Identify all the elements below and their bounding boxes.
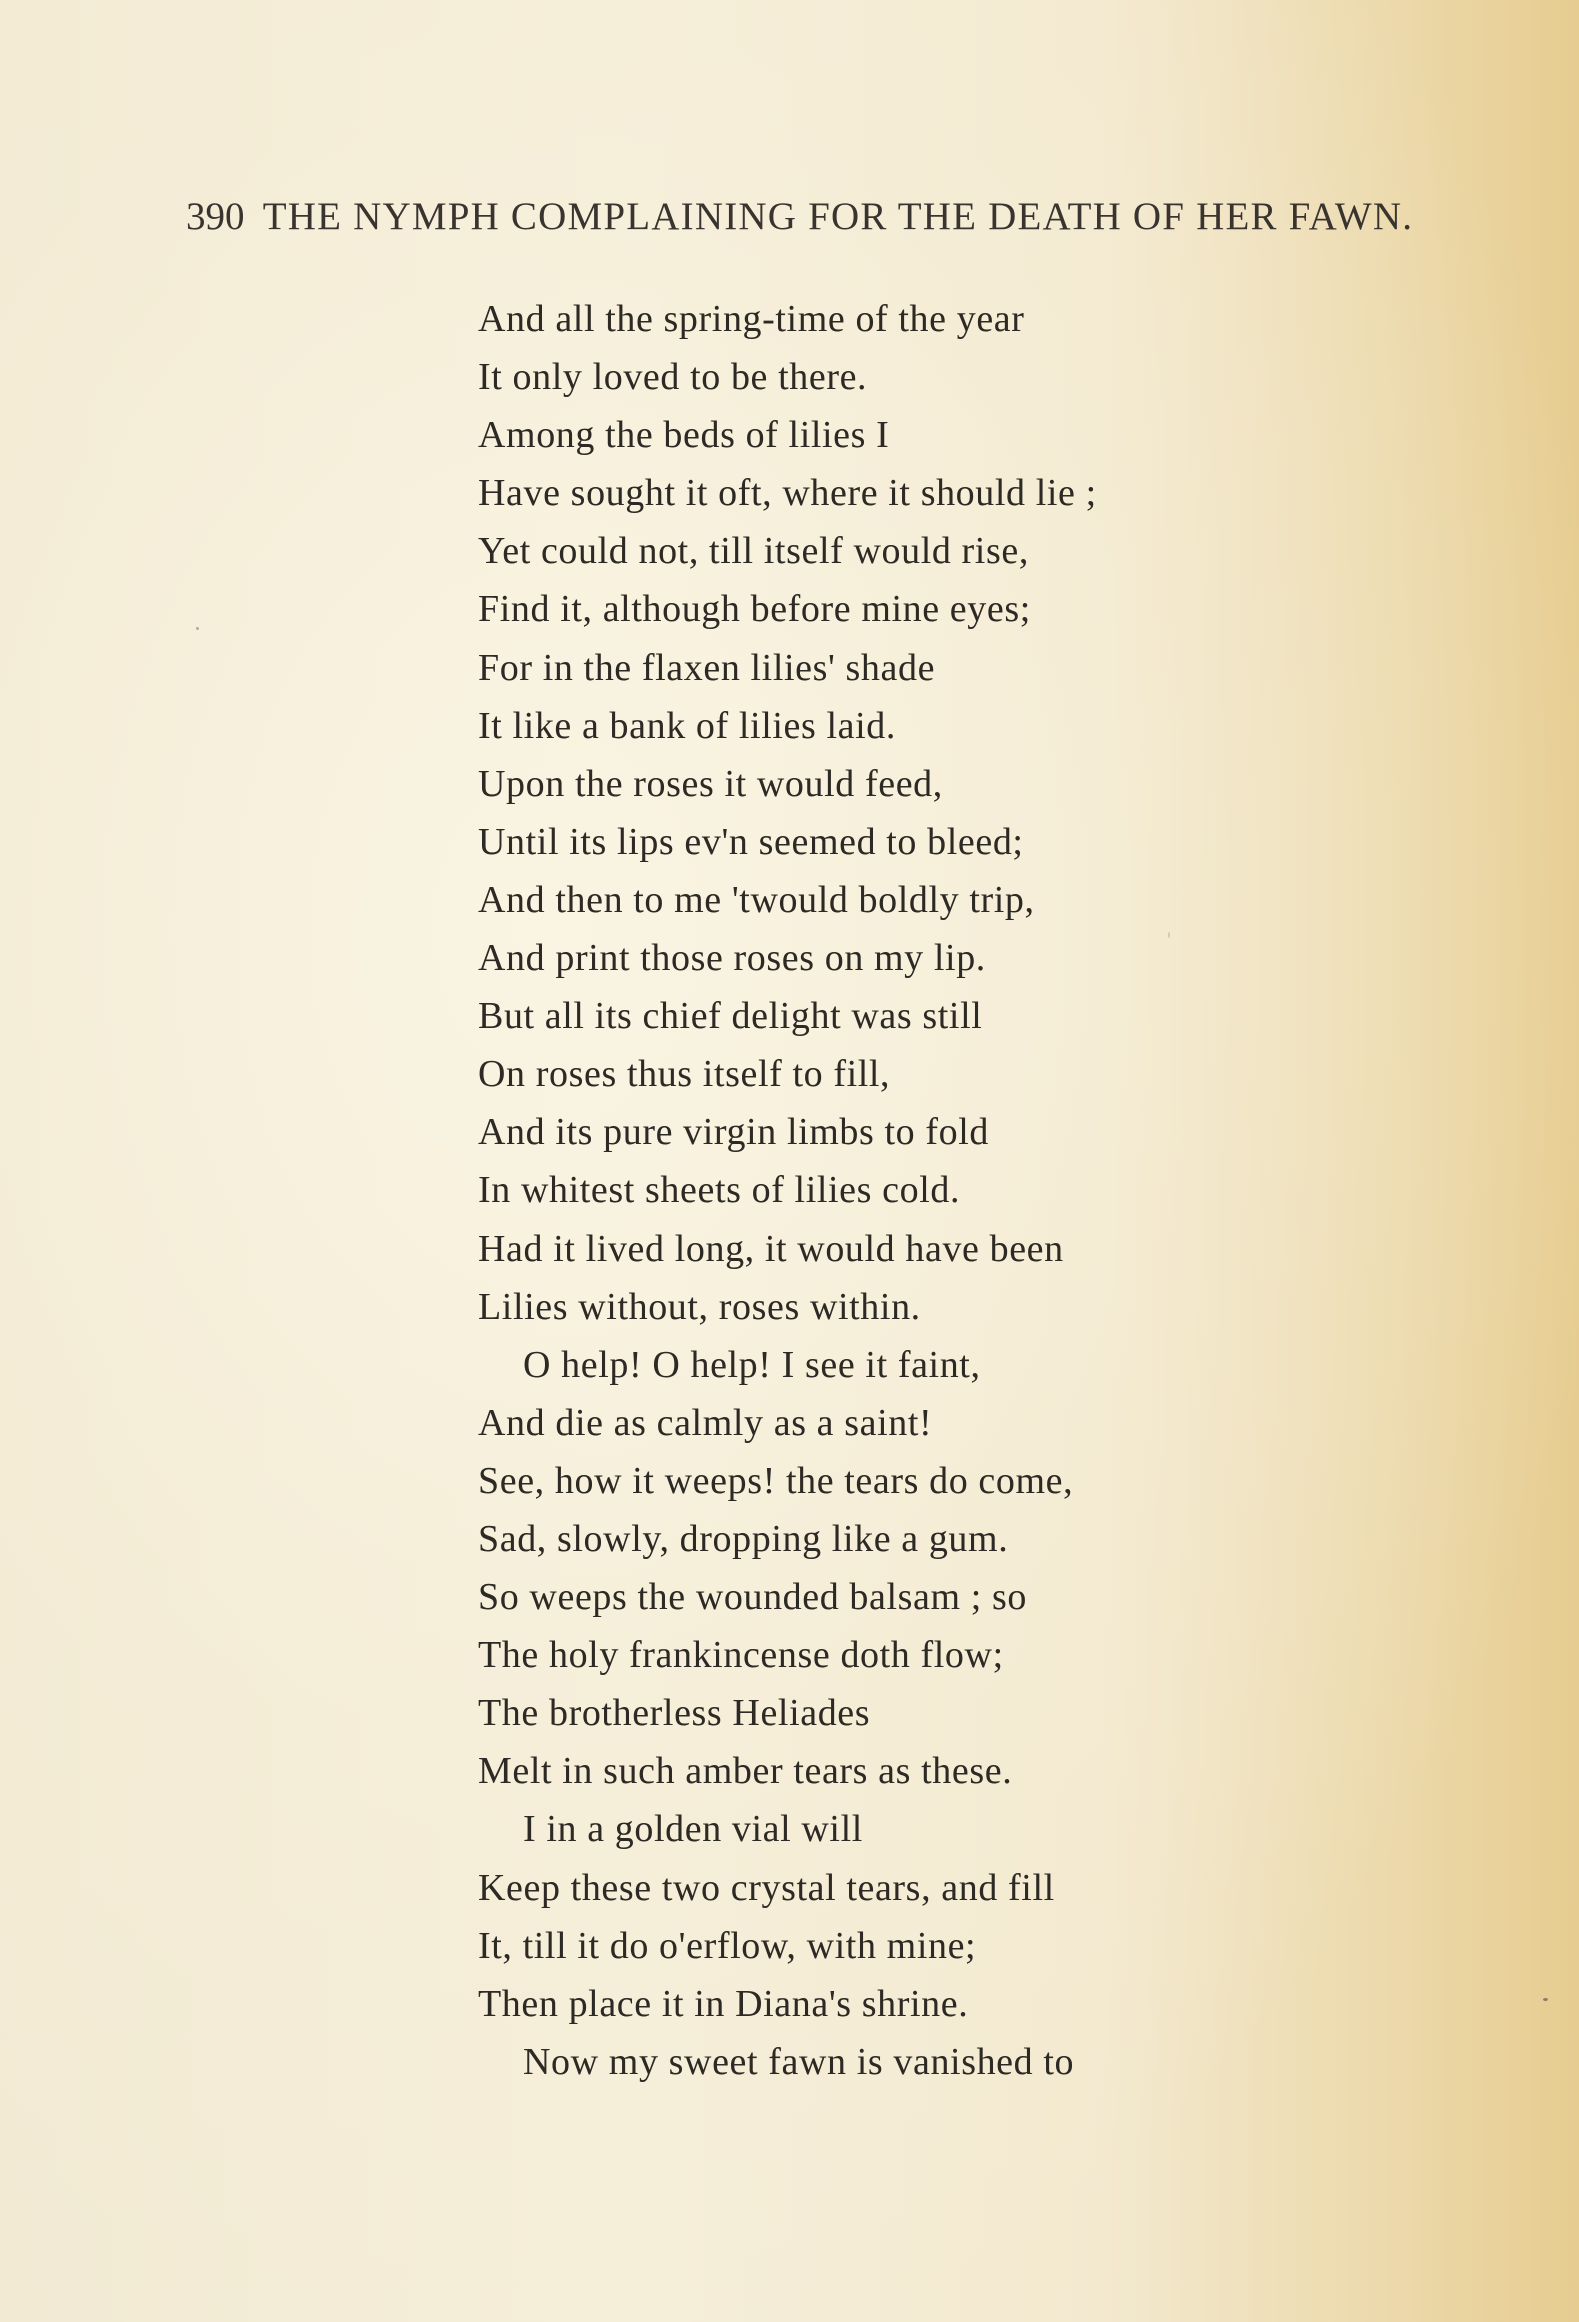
poem-line: Until its lips ev'n seemed to bleed;: [478, 820, 1024, 863]
poem-line: Had it lived long, it would have been: [478, 1227, 1064, 1270]
poem-line: And die as calmly as a saint!: [478, 1401, 933, 1444]
paper-speck: [196, 627, 199, 630]
poem-line: And its pure virgin limbs to fold: [478, 1111, 989, 1154]
poem-line: Sad, slowly, dropping like a gum.: [478, 1517, 1009, 1560]
poem-line: The brotherless Heliades: [478, 1692, 871, 1735]
paper-speck: [1168, 932, 1170, 938]
poem-line: Upon the roses it would feed,: [478, 762, 943, 805]
poem-line: Now my sweet fawn is vanished to: [523, 2040, 1075, 2083]
poem-line: Have sought it oft, where it should lie ;: [478, 472, 1097, 515]
poem-line: So weeps the wounded balsam ; so: [478, 1576, 1028, 1619]
poem-line: For in the flaxen lilies' shade: [478, 646, 936, 689]
poem-line: Among the beds of lilies I: [478, 414, 890, 457]
poem-line: Lilies without, roses within.: [478, 1285, 921, 1328]
poem-line: It, till it do o'erflow, with mine;: [478, 1924, 977, 1967]
paper-speck: [1543, 1998, 1548, 2001]
poem-line: See, how it weeps! the tears do come,: [478, 1459, 1074, 1502]
poem-line: I in a golden vial will: [523, 1808, 863, 1851]
poem-line: And then to me 'twould boldly trip,: [478, 878, 1035, 921]
poem-line: Melt in such amber tears as these.: [478, 1750, 1013, 1793]
poem-text: [478, 290, 1278, 2091]
poem-line: Yet could not, till itself would rise,: [478, 530, 1029, 573]
poem-line: On roses thus itself to fill,: [478, 1053, 891, 1096]
running-head: THE NYMPH COMPLAINING FOR THE DEATH OF HER FAWN.: [262, 195, 1414, 238]
poem-line: And print those roses on my lip.: [478, 937, 986, 980]
page-number: 390: [186, 195, 245, 238]
poem-line: It like a bank of lilies laid.: [478, 704, 896, 747]
poem-line: And all the spring-time of the year: [478, 298, 1025, 340]
poem-line: Keep these two crystal tears, and fill: [478, 1866, 1055, 1909]
page-header: [186, 197, 1486, 236]
poem-line: Find it, although before mine eyes;: [478, 588, 1031, 631]
poem-line: O help! O help! I see it faint,: [523, 1343, 981, 1386]
poem-line: But all its chief delight was still: [478, 995, 983, 1038]
poem-line: Then place it in Diana's shrine.: [478, 1982, 969, 2025]
poem-line: It only loved to be there.: [478, 356, 868, 399]
poem-line: The holy frankincense doth flow;: [478, 1634, 1004, 1677]
poem-line: In whitest sheets of lilies cold.: [478, 1169, 961, 1212]
